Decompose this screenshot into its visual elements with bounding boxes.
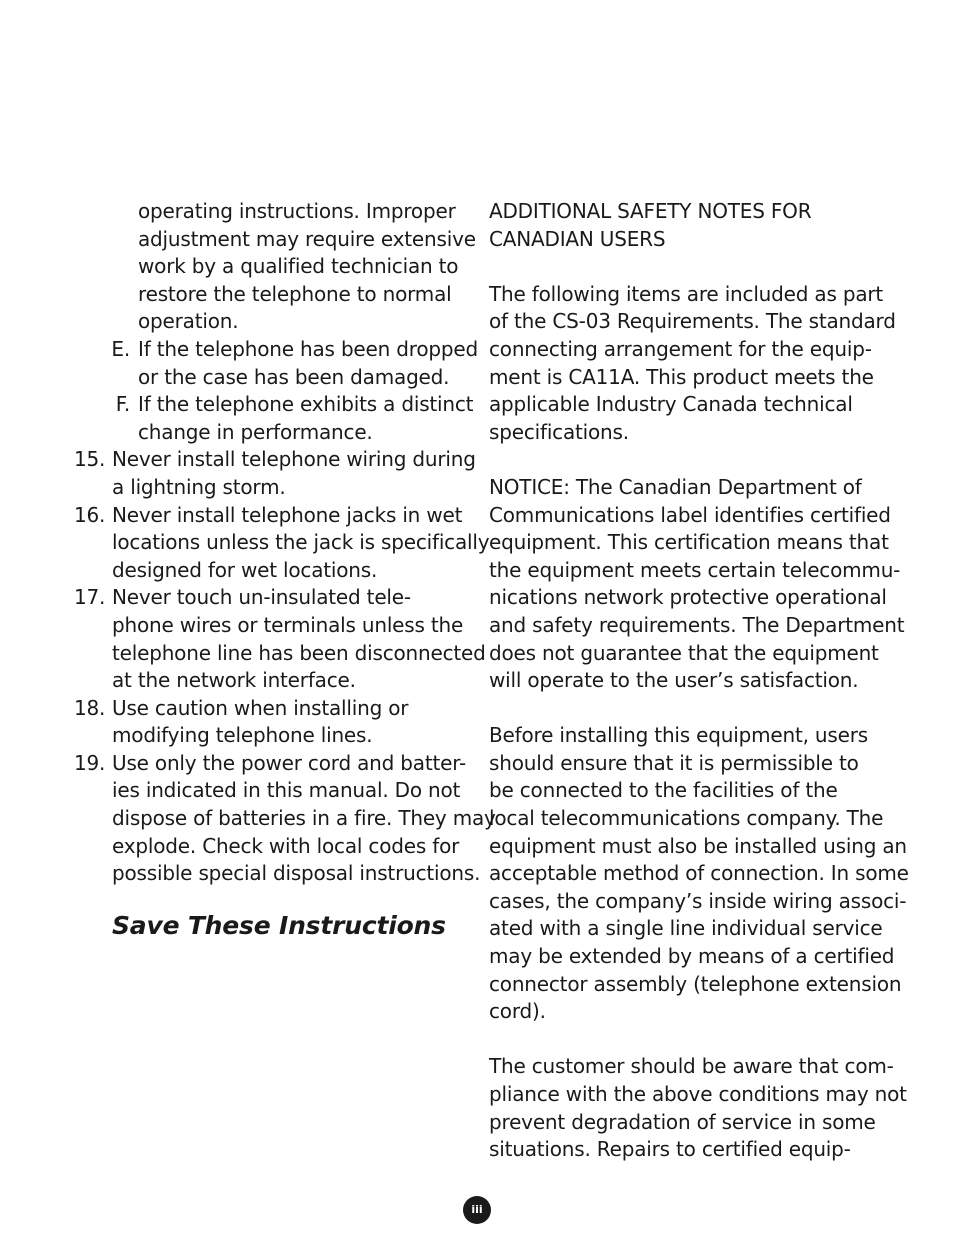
text-line: change in performance. [138, 419, 373, 444]
text-line: adjustment may require extensive [138, 226, 476, 251]
text-line: Never touch un-insulated tele- [112, 585, 411, 610]
text-line: Before installing this equipment, users [489, 723, 868, 748]
text-line: does not guarantee that the equipment [489, 640, 879, 665]
text-line: pliance with the above conditions may not [489, 1082, 907, 1106]
list-label: E. [111, 336, 130, 361]
text-line: dispose of batteries in a fire. They may [112, 806, 496, 831]
list-item-16 [74, 502, 466, 530]
text-line: operating instructions. Improper [138, 199, 456, 223]
text-line: may be extended by means of a certified [489, 944, 895, 969]
list-label: F. [115, 392, 130, 417]
text-line: connecting arrangement for the equip- [489, 336, 872, 361]
text-line: nications network protective operational [489, 585, 887, 610]
text-line: telephone line has been disconnected [112, 640, 486, 665]
text-line: of the CS-03 Requirements. The standard [489, 309, 896, 334]
text-line: will operate to the user’s satisfaction. [489, 668, 859, 693]
text-line: applicable Industry Canada technical [489, 392, 853, 417]
text-line: locations unless the jack is specifically [112, 530, 490, 555]
text-line: cases, the company’s inside wiring associ- [489, 888, 907, 913]
list-item-15 [74, 446, 476, 474]
list-item-f [74, 391, 474, 419]
save-instructions-heading: Save These Instructions [112, 910, 446, 940]
left-column [74, 198, 496, 942]
text-line: prevent degradation of service in some [489, 1109, 876, 1134]
text-line: NOTICE: The Canadian Department of [489, 474, 862, 499]
text-line: designed for wet locations. [112, 557, 378, 582]
list-item-18 [74, 695, 466, 723]
text-line: or the case has been damaged. [138, 364, 450, 389]
text-line: Never install telephone jacks in wet [112, 502, 463, 527]
text-line: at the network interface. [112, 668, 356, 693]
list-label: 18. [74, 695, 106, 720]
text-line: and safety requirements. The Department [489, 612, 905, 637]
text-line: specifications. [489, 419, 629, 444]
list-item-19 [74, 750, 466, 778]
text-line: If the telephone has been dropped [138, 336, 478, 361]
text-line: situations. Repairs to certified equip- [489, 1137, 851, 1162]
text-line: restore the telephone to normal [138, 281, 452, 306]
list-item-17 [74, 584, 466, 612]
text-line: local telecommunications company. The [489, 806, 884, 831]
text-line: The following items are included as part [489, 281, 884, 306]
text-line: a lightning storm. [112, 474, 286, 499]
text-line: Never install telephone wiring during [112, 447, 476, 472]
right-column [489, 198, 909, 1164]
text-line: explode. Check with local codes for [112, 833, 460, 858]
text-line: possible special disposal instructions. [112, 861, 481, 886]
text-line: phone wires or terminals unless the [112, 612, 464, 637]
text-line: ated with a single line individual service [489, 916, 883, 941]
list-label: 16. [74, 502, 106, 527]
paragraph-gap [489, 1026, 884, 1054]
text-line: ment is CA11A. This product meets the [489, 364, 874, 389]
text-line: work by a qualified technician to [138, 254, 459, 279]
text-line: be connected to the facilities of the [489, 778, 838, 803]
text-line: Communications label identifies certified [489, 502, 891, 527]
section-title: CANADIAN USERS [489, 226, 666, 251]
section-title: ADDITIONAL SAFETY NOTES FOR [489, 199, 812, 223]
page-number-badge: iii [463, 1196, 491, 1224]
list-label: 19. [74, 750, 106, 775]
text-line: should ensure that it is permissible to [489, 750, 859, 775]
text-line: the equipment meets certain telecommu- [489, 557, 901, 582]
paragraph-gap [489, 695, 884, 723]
text-line: operation. [138, 309, 239, 334]
paragraph-gap [489, 253, 884, 281]
list-label: 17. [74, 585, 106, 610]
text-line: Use only the power cord and batter- [112, 750, 466, 775]
text-line: modifying telephone lines. [112, 723, 373, 748]
text-line: equipment. This certification means that [489, 530, 889, 555]
text-line: If the telephone exhibits a distinct [138, 392, 474, 417]
list-label: 15. [74, 447, 106, 472]
text-line: cord). [489, 999, 546, 1024]
text-line: Use caution when installing or [112, 695, 409, 720]
text-line: ies indicated in this manual. Do not [112, 778, 461, 803]
text-line: equipment must also be installed using an [489, 833, 907, 858]
paragraph-gap [489, 446, 884, 474]
text-line: acceptable method of connection. In some [489, 861, 909, 886]
text-line: The customer should be aware that com- [489, 1054, 894, 1079]
list-item-e [74, 336, 478, 364]
text-line: connector assembly (telephone extension [489, 971, 902, 996]
